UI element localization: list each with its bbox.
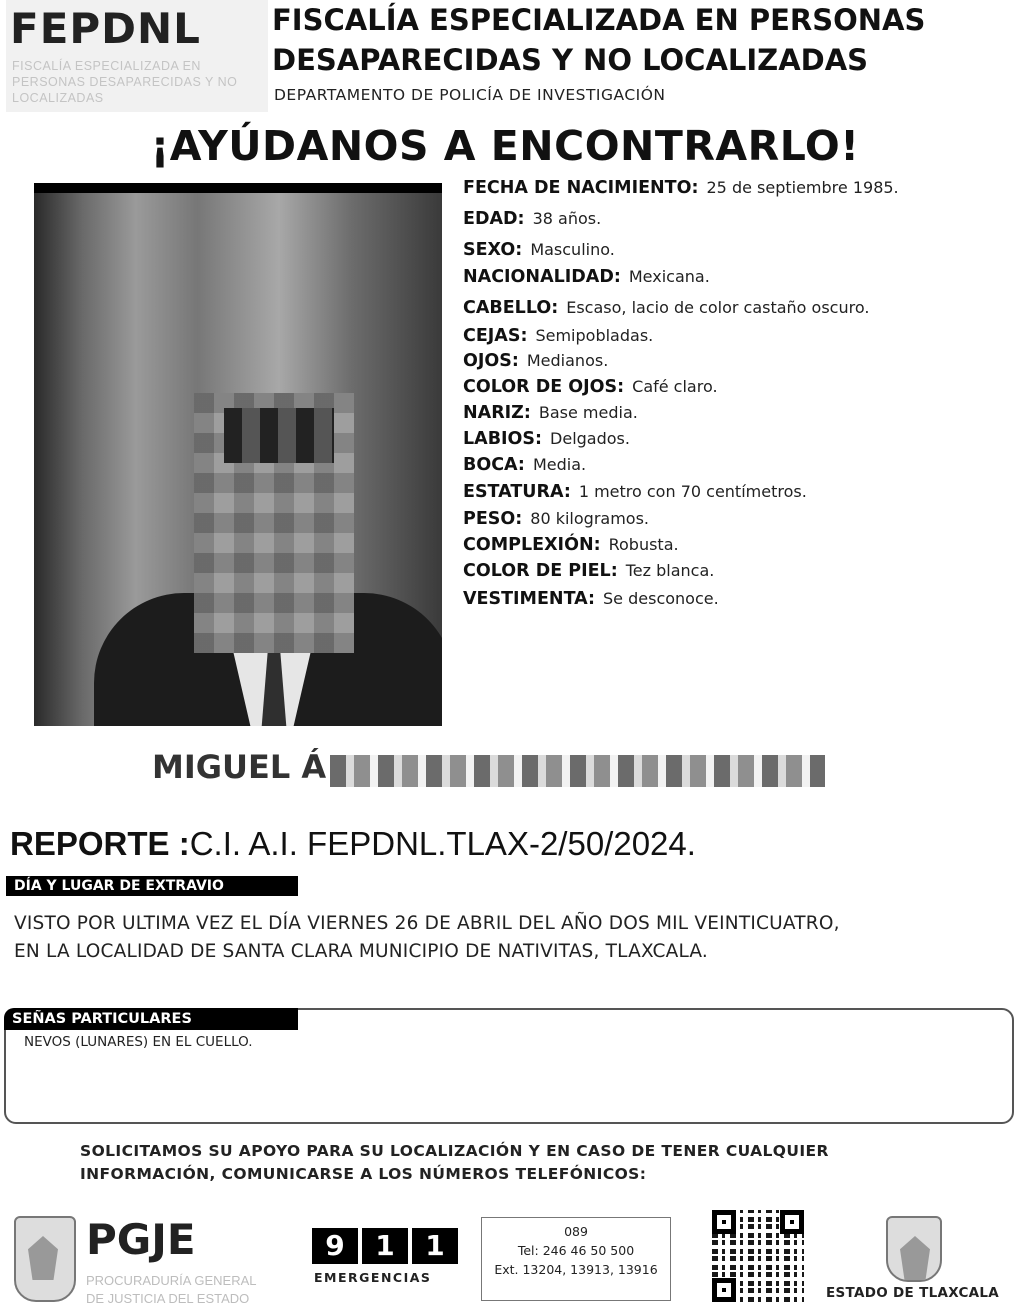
detail-value: Medianos. [526,351,609,370]
detail-value: Robusta. [608,535,679,554]
photo-border [34,183,442,193]
extravio-line2: EN LA LOCALIDAD DE SANTA CLARA MUNICIPIO DE NATIVITAS, TLAXCALA. [14,941,708,962]
detail-value: 25 de septiembre 1985. [706,178,899,197]
senas-header: SEÑAS PARTICULARES [4,1008,298,1030]
qr-corner-bl [712,1278,736,1302]
detail-row [463,455,586,475]
detail-value: Mexicana. [628,267,710,286]
missing-person-photo [34,183,442,726]
detail-value: Masculino. [530,240,615,259]
detail-label: NACIONALIDAD: [463,267,621,287]
detail-row [463,178,899,198]
senas-text: NEVOS (LUNARES) EN EL CUELLO. [24,1034,253,1050]
detail-row [463,267,710,287]
headline: ¡AYÚDANOS A ENCONTRARLO! [150,122,860,170]
detail-row [463,298,869,318]
logo-text: FEPDNL [10,4,201,53]
detail-label: BOCA: [463,455,525,475]
detail-row [463,351,608,371]
agency-title [272,0,925,80]
detail-value: Delgados. [550,429,630,448]
phone-089: 089 [564,1224,588,1239]
department-name: DEPARTAMENTO DE POLICÍA DE INVESTIGACIÓN [274,86,666,104]
digit-1: 1 [362,1228,408,1264]
detail-value: 80 kilogramos. [530,509,649,528]
detail-label: LABIOS: [463,429,543,449]
contact-request [80,1140,980,1186]
detail-row [463,589,719,609]
detail-label: SEXO: [463,240,523,260]
phone-box [481,1217,671,1301]
detail-row [463,509,649,529]
pgje-logo: PGJE [86,1215,196,1264]
detail-value: 38 años. [532,209,602,228]
detail-label: CEJAS: [463,326,528,346]
extravio-header: DÍA Y LUGAR DE EXTRAVIO [6,876,298,896]
detail-value: Tez blanca. [625,561,715,580]
phone-extensions: Ext. 13204, 13913, 13916 [494,1262,658,1277]
detail-label: COLOR DE PIEL: [463,561,618,581]
agency-title-line2: DESAPARECIDAS Y NO LOCALIZADAS [272,43,869,77]
detail-value: 1 metro con 70 centímetros. [578,482,807,501]
detail-value: Escaso, lacio de color castaño oscuro. [566,298,870,317]
detail-row [463,482,807,502]
logo-subtitle: FISCALÍA ESPECIALIZADA EN PERSONAS DESAPARECIDAS Y NO LOCALIZADAS [12,59,238,105]
detail-label: OJOS: [463,351,519,371]
detail-row [463,326,653,346]
detail-value: Media. [532,455,587,474]
extravio-text [14,910,1014,966]
estado-label: ESTADO DE TLAXCALA [826,1285,1000,1301]
emergency-label: EMERGENCIAS [314,1270,432,1285]
detail-row [463,377,718,397]
detail-row [463,209,601,229]
detail-label: CABELLO: [463,298,559,318]
pixelated-hair [224,408,334,463]
name-redaction [330,755,825,787]
qr-corner-tl [712,1210,736,1234]
emergency-911-logo [312,1228,458,1264]
detail-value: Café claro. [632,377,718,396]
digit-1b: 1 [412,1228,458,1264]
extravio-line1: VISTO POR ULTIMA VEZ EL DÍA VIERNES 26 DE ABRIL DEL AÑO DOS MIL VEINTICUATRO, [14,913,840,934]
detail-row [463,429,630,449]
detail-label: NARIZ: [463,403,531,423]
detail-value: Base media. [538,403,638,422]
detail-row [463,403,638,423]
detail-row [463,535,679,555]
person-name: MIGUEL Á [152,748,327,786]
detail-value: Semipobladas. [535,326,654,345]
tlaxcala-seal-icon [886,1216,942,1282]
detail-label: EDAD: [463,209,525,229]
detail-label: FECHA DE NACIMIENTO: [463,178,699,198]
detail-label: PESO: [463,509,523,529]
phone-number: Tel: 246 46 50 500 [517,1243,635,1258]
detail-row [463,561,714,581]
detail-label: COMPLEXIÓN: [463,535,601,555]
contact-request-line2: INFORMACIÓN, COMUNICARSE A LOS NÚMEROS TELEFÓNICOS: [80,1165,647,1183]
fepdnl-logo [6,0,268,112]
qr-corner-tr [780,1210,804,1234]
detail-label: VESTIMENTA: [463,589,596,609]
digit-9: 9 [312,1228,358,1264]
detail-label: ESTATURA: [463,482,571,502]
contact-request-line1: SOLICITAMOS SU APOYO PARA SU LOCALIZACIÓN Y EN CASO DE TENER CUALQUIER [80,1142,829,1160]
report-label: REPORTE : [10,825,190,862]
detail-row [463,240,615,260]
detail-label: COLOR DE OJOS: [463,377,625,397]
pgje-subtitle: PROCURADURÍA GENERAL DE JUSTICIA DEL ESTADO [86,1273,256,1306]
report-value: C.I. A.I. FEPDNL.TLAX-2/50/2024. [189,825,696,862]
agency-title-line1: FISCALÍA ESPECIALIZADA EN PERSONAS [272,3,926,37]
report-number [10,825,696,863]
state-seal-icon [14,1216,76,1302]
detail-value: Se desconoce. [603,589,719,608]
